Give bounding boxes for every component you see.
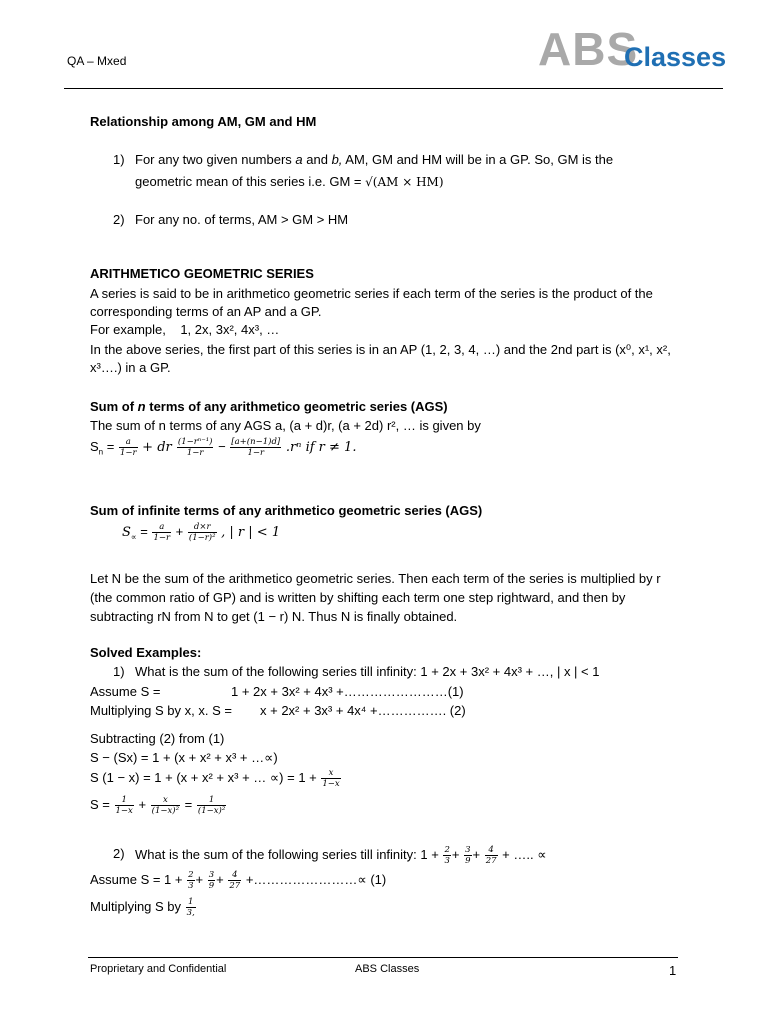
assume-label: Assume S = — [90, 684, 161, 699]
solved-heading: Solved Examples: — [90, 645, 202, 660]
rel-item1-line1: For any two given numbers a and b, AM, GM and HM will be in a GP. So, GM is the — [135, 152, 614, 167]
subtract-label: Subtracting (2) from (1) — [90, 731, 225, 746]
method-paragraph: Let N be the sum of the arithmetico geometric series. Then each term of the series is multiplied by r (the common ratio of GP) and is written by shifting each term one step rightward, and then by subtracting rN from N to get (1 − r) N. Thus N is finally obtained. — [90, 571, 661, 624]
logo-abs-text: ABS — [538, 23, 639, 75]
step1: S − (Sx) = 1 + (x + x² + x³ + …∝) — [90, 750, 278, 765]
rel-heading: Relationship among AM, GM and HM — [90, 114, 317, 129]
multiply-label: Multiplying S by x, x. S = — [90, 703, 232, 718]
header-rule — [64, 88, 723, 89]
suminf-heading: Sum of infinite terms of any arithmetico geometric series (AGS) — [90, 503, 483, 518]
sumn-formula: $S_n$ = $\frac{a}{1-r}$ + dr $\frac{\text{(1−rⁿ⁻¹)}}{1-r}$ − $\frac{[a+(n-1)d]}{1-r}$ .rⁿ if r ≠ 1. — [90, 437, 357, 458]
rel-item2-number: 2) — [113, 212, 125, 227]
page-number: 1 — [669, 963, 677, 978]
assume-value: 1 + 2x + 3x² + 4x³ +……………………(1) — [231, 684, 464, 699]
multiply-value: x + 2x² + 3x³ + 4x⁴ +……………. (2) — [260, 703, 466, 718]
q2-number: 2) — [113, 846, 125, 861]
footer-company: ABS Classes — [355, 963, 420, 975]
footer-rule — [88, 957, 678, 958]
ags-heading: ARITHMETICO GEOMETRIC SERIES — [90, 266, 314, 281]
suminf-formula: $S_\propto$ = $\frac{a}{1-r}$ + $\frac{d\times r}{\text{(1−r)²}}$ , | r | < 1 — [122, 522, 281, 543]
q1-text: What is the sum of the following series till infinity: 1 + 2x + 3x² + 4x³ + …, | x | < 1 — [135, 664, 600, 679]
sumn-heading: Sum of n terms of any arithmetico geometric series (AGS) — [90, 399, 448, 414]
assume2: Assume S = 1 + $\frac{2}{3}$ + $\frac{3}{9}$ + $\frac{4}{27}$ +……………………∝ (1) — [90, 870, 387, 891]
rel-item1-number: 1) — [113, 152, 125, 167]
ags-explanation: In the above series, the first part of this series is in an AP (1, 2, 3, 4, …) and the 2nd part is (x⁰, x¹, x², x³….) in a GP. — [90, 342, 671, 375]
rel-item2-text: For any no. of terms, AM > GM > HM — [135, 212, 349, 227]
header-doc-title: QA – Mxed — [67, 54, 127, 68]
step2: S (1 − x) = 1 + (x + x² + x³ + … ∝) = 1 + $\frac{x}{1-x}$ — [90, 768, 340, 789]
step3: S = $\frac{1}{1-x}$ + $\frac{x}{\text{(1−x)²}}$ = $\frac{1}{\text{(1−x)²}}$ — [90, 795, 226, 816]
sumn-intro: The sum of n terms of any AGS a, (a + d)r, (a + 2d) r², … is given by — [90, 418, 481, 433]
gm-formula: √(AM × HM) — [365, 175, 444, 189]
q1-number: 1) — [113, 664, 125, 679]
ags-definition: A series is said to be in arithmetico geometric series if each term of the series is the product of the corresponding terms of an AP and a GP. — [90, 286, 653, 319]
logo-classes-text: Classes — [624, 42, 727, 72]
q2-text: What is the sum of the following series till infinity: 1 + $\frac{2}{3}$ + $\frac{3}{9}$ + $\frac{4}{27}$ + ….. ∝ — [135, 845, 547, 866]
ags-example: For example, 1, 2x, 3x², 4x³, … — [90, 322, 280, 337]
multiply2: Multiplying S by $\frac{1}{3,}$ — [90, 897, 195, 918]
footer-confidential: Proprietary and Confidential — [90, 963, 227, 975]
rel-item1-line2: geometric mean of this series i.e. GM = √(AM × HM) — [135, 174, 444, 189]
